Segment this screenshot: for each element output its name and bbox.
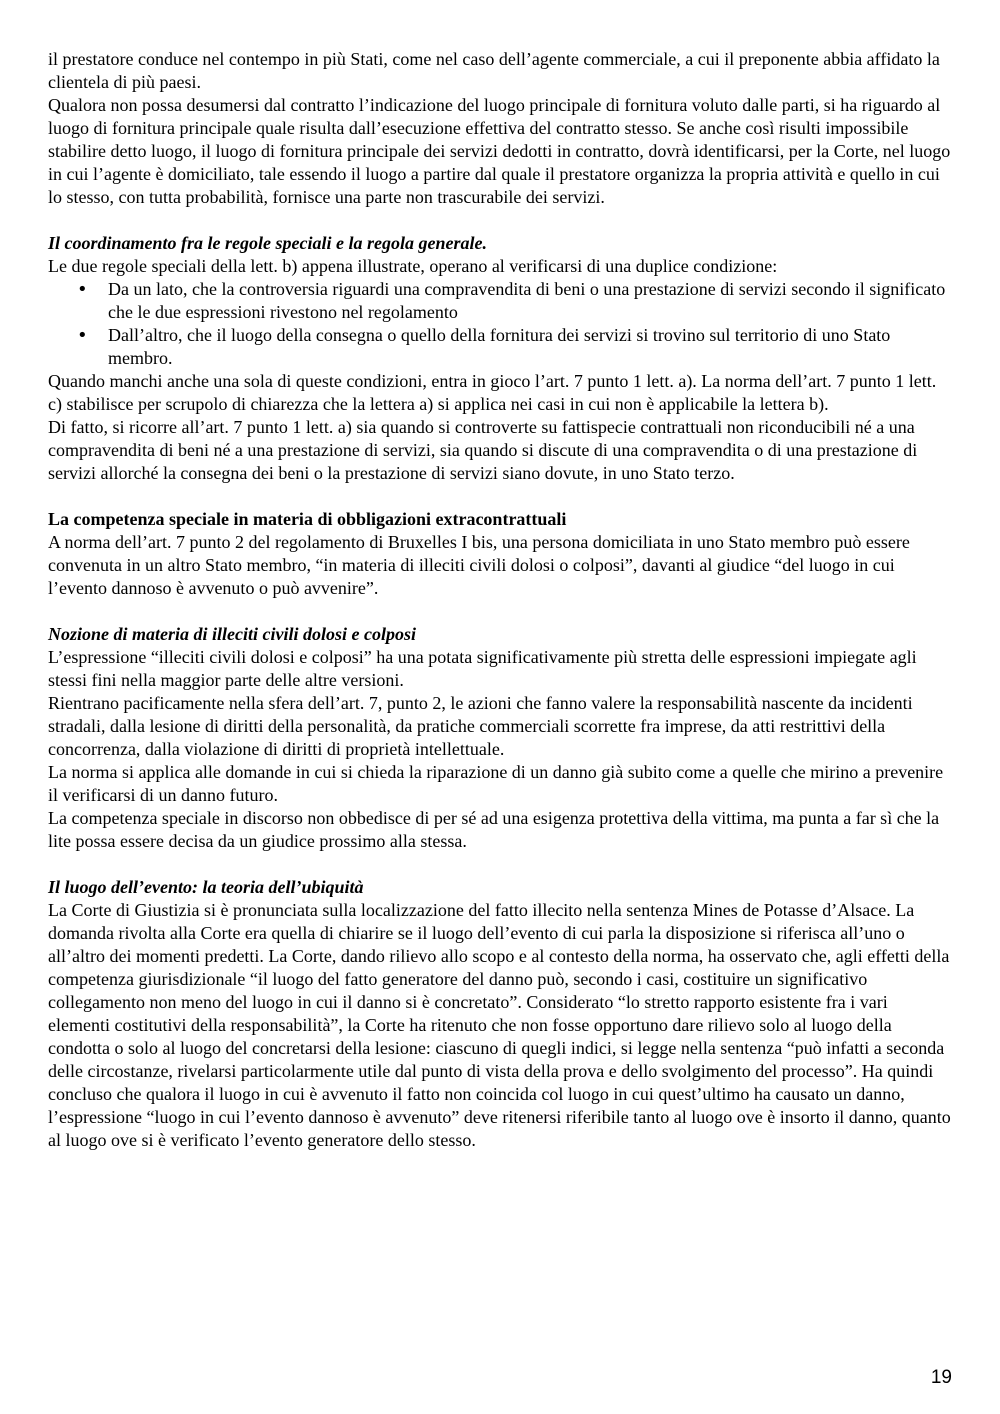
document-page xyxy=(48,48,954,1152)
nozione-paragraph-3: La norma si applica alle domande in cui si chieda la riparazione di un danno già subito come a quelle che mirino a prevenire il verificarsi di un danno futuro. xyxy=(48,762,944,805)
section-heading-competenza: La competenza speciale in materia di obbligazioni extracontrattuali xyxy=(48,509,567,529)
spacer xyxy=(48,209,954,232)
intro-paragraph-2: Qualora non possa desumersi dal contratto l’indicazione del luogo principale di fornitura voluto dalle parti, si ha riguardo al luogo di fornitura principale quale risulta dall’esecuzione effettiva del contratto stesso. Se anche così risulti impossibile stabilire detto luogo, il luogo di fornitura principale dei servizi dedotti in contratto, dovrà identificarsi, per la Corte, nel luogo in cui l’agente è domiciliato, tale essendo il luogo a partire dal quale il prestatore organizza la propria attività e quello in cui lo stesso, con tutta probabilità, fornisce una parte non trascurabile dei servizi. xyxy=(48,95,951,207)
ubiquita-paragraph-1: La Corte di Giustizia si è pronunciata sulla localizzazione del fatto illecito nella sentenza Mines de Potasse d’Alsace. La domanda rivolta alla Corte era quella di chiarire se il luogo dell’evento di cui parla la disposizione si riferisca all’uno o all’altro dei momenti predetti. La Corte, dando rilievo allo scopo e al contesto della norma, ha osservato che, agli effetti della competenza giurisdizionale “il luogo del fatto generatore del danno può, secondo i casi, costituire un significativo collegamento non meno del luogo in cui il danno si è concretato”. Considerato “lo stretto rapporto esistente fra i vari elementi costitutivi della responsabilità”, la Corte ha ritenuto che non fosse opportuno dare rilievo solo al luogo della condotta o solo al luogo del concretarsi della lesione: ciascuno di quegli indici, si legge nella sentenza “può infatti a seconda delle circostanze, rivelarsi particolarmente utile dal punto di vista della prova e dello svolgimento del processo”. Ha quindi concluso che qualora il luogo in cui è avvenuto il fatto non coincida col luogo in cui quest’ultimo ha causato un danno, l’espressione “luogo in cui l’evento dannoso è avvenuto” deve ritenersi riferibile tanto al luogo ove è insorto il danno, quanto al luogo ove si è verificato l’evento generatore dello stesso. xyxy=(48,900,951,1150)
coordinamento-lead: Le due regole speciali della lett. b) appena illustrate, operano al verificarsi di una duplice condizione: xyxy=(48,256,778,276)
intro-paragraph-1: il prestatore conduce nel contempo in più Stati, come nel caso dell’agente commerciale, a cui il preponente abbia affidato la clientela di più paesi. xyxy=(48,49,940,92)
nozione-paragraph-2: Rientrano pacificamente nella sfera dell’art. 7, punto 2, le azioni che fanno valere la responsabilità nascente da incidenti stradali, dalla lesione di diritti della personalità, da pratiche commerciali scorrette fra imprese, da atti restrittivi della concorrenza, dalla violazione di diritti di proprietà intellettuale. xyxy=(48,693,913,759)
list-item: • Da un lato, che la controversia riguardi una compravendita di beni o una prestazione di servizi secondo il significato che le due espressioni rivestono nel regolamento xyxy=(108,278,954,324)
spacer xyxy=(48,485,954,508)
nozione-paragraph-1: L’espressione “illeciti civili dolosi e colposi” ha una potata significativamente più stretta delle espressioni impiegate agli stessi fini nella maggior parte delle altre versioni. xyxy=(48,647,917,690)
spacer xyxy=(48,600,954,623)
section-heading-ubiquita: Il luogo dell’evento: la teoria dell’ubiquità xyxy=(48,877,364,897)
condition-list xyxy=(48,278,954,370)
page-number: 19 xyxy=(930,1367,952,1388)
coordinamento-paragraph-1: Quando manchi anche una sola di queste condizioni, entra in gioco l’art. 7 punto 1 lett. a). La norma dell’art. 7 punto 1 lett. c) stabilisce per scrupolo di chiarezza che la lettera a) si applica nei casi in cui non è applicabile la lettera b). xyxy=(48,371,937,414)
coordinamento-paragraph-2: Di fatto, si ricorre all’art. 7 punto 1 lett. a) sia quando si controverte su fattispecie contrattuali non riconducibili né a una compravendita di beni né a una prestazione di servizi, sia quando si discute di una compravendita o di una prestazione di servizi allorché la consegna dei beni o la prestazione di servizi siano dovute, in uno Stato terzo. xyxy=(48,417,918,483)
competenza-paragraph-1: A norma dell’art. 7 punto 2 del regolamento di Bruxelles I bis, una persona domiciliata in uno Stato membro può essere convenuta in un altro Stato membro, “in materia di illeciti civili dolosi o colposi”, davanti al giudice “del luogo in cui l’evento dannoso è avvenuto o può avvenire”. xyxy=(48,532,910,598)
spacer xyxy=(48,853,954,876)
section-heading-nozione: Nozione di materia di illeciti civili dolosi e colposi xyxy=(48,624,416,644)
list-item: • Dall’altro, che il luogo della consegna o quello della fornitura dei servizi si trovino sul territorio di uno Stato membro. xyxy=(108,324,954,370)
section-heading-coordinamento: Il coordinamento fra le regole speciali e la regola generale. xyxy=(48,233,487,253)
nozione-paragraph-4: La competenza speciale in discorso non obbedisce di per sé ad una esigenza protettiva della vittima, ma punta a far sì che la lite possa essere decisa da un giudice prossimo alla stessa. xyxy=(48,808,940,851)
